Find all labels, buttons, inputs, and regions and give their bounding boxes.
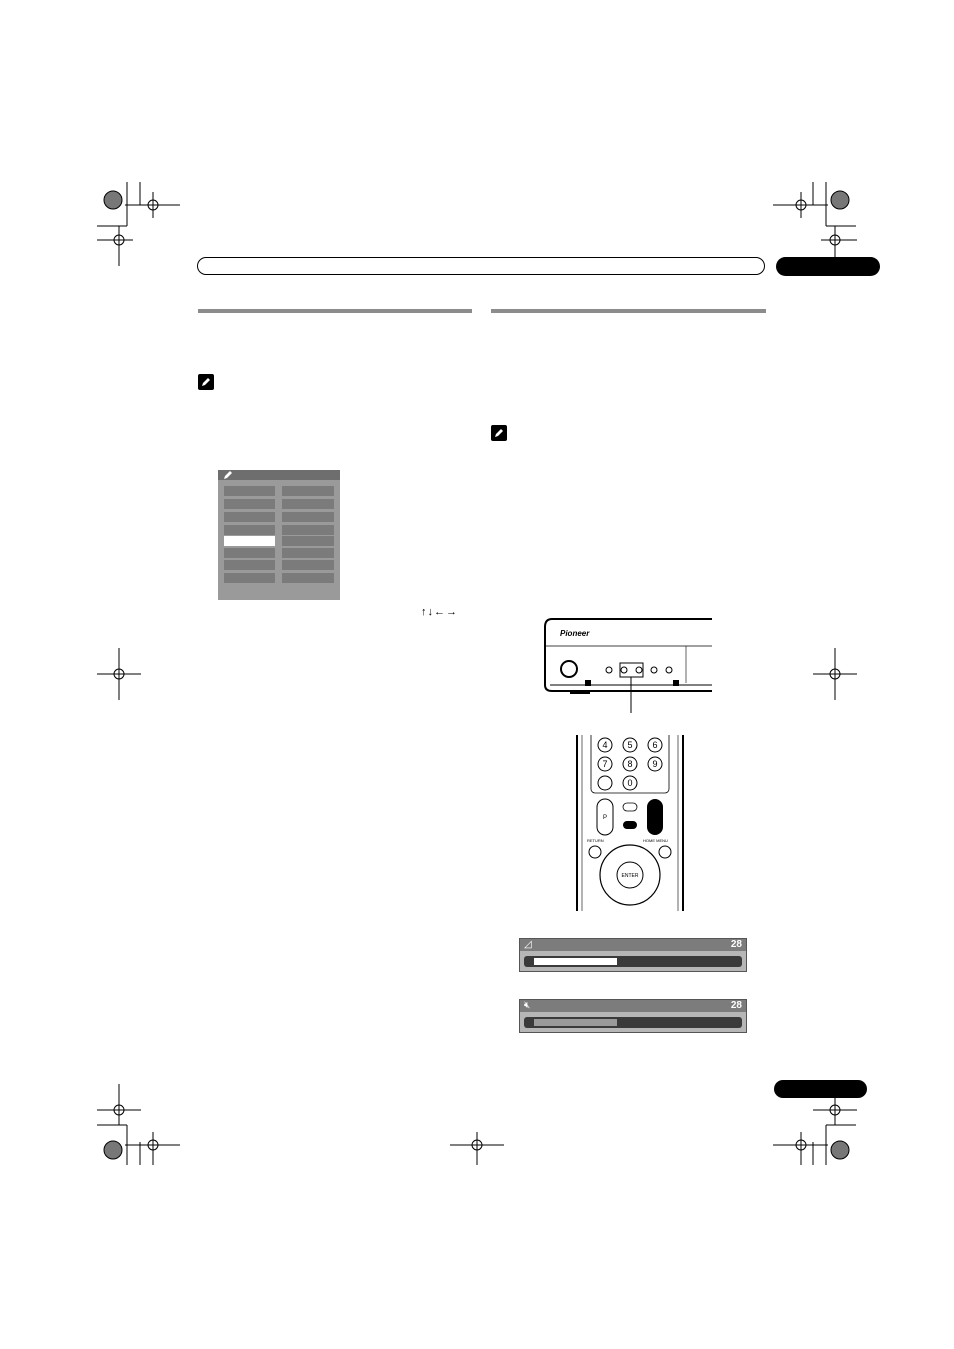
menu-item-left[interactable] xyxy=(224,560,275,570)
menu-item-left[interactable] xyxy=(224,499,275,509)
on-screen-menu xyxy=(218,470,340,600)
home-menu-label: HOME MENU xyxy=(643,838,668,843)
menu-item-right[interactable] xyxy=(282,486,334,496)
mute-icon: 🔇︎ xyxy=(524,1000,531,1011)
menu-item-right[interactable] xyxy=(282,573,334,583)
pencil-icon xyxy=(222,470,234,480)
navigation-arrows: ↑↓←→ xyxy=(421,606,458,618)
menu-header xyxy=(218,470,340,480)
note-icon xyxy=(198,374,214,390)
remote-key-0: 0 xyxy=(627,778,633,788)
menu-item-right[interactable] xyxy=(282,560,334,570)
mute-track xyxy=(524,1017,742,1028)
enter-label: ENTER xyxy=(621,873,639,879)
section-rule-right xyxy=(491,309,766,313)
menu-item-right[interactable] xyxy=(282,536,334,546)
return-label: RETURN xyxy=(587,838,604,843)
volume-level xyxy=(534,958,617,965)
volume-value: 28 xyxy=(730,939,742,950)
menu-item-left[interactable] xyxy=(224,525,275,535)
menu-item-left[interactable] xyxy=(224,486,275,496)
page-number-tab xyxy=(774,1080,867,1098)
menu-item-right[interactable] xyxy=(282,548,334,558)
mute-osd xyxy=(519,999,747,1033)
menu-item-right[interactable] xyxy=(282,499,334,509)
menu-item-right[interactable] xyxy=(282,512,334,522)
section-rule-left xyxy=(198,309,472,313)
remote-key-6: 6 xyxy=(652,740,658,750)
channel-label: P xyxy=(602,815,608,821)
remote-key-8: 8 xyxy=(627,759,633,769)
volume-osd-header xyxy=(520,939,746,951)
mute-osd-header xyxy=(520,1000,746,1012)
header-bar xyxy=(197,257,765,275)
brand-logo: Pioneer xyxy=(560,629,590,638)
chapter-tab xyxy=(776,257,880,276)
menu-item-left[interactable] xyxy=(224,512,275,522)
menu-item-left[interactable] xyxy=(224,573,275,583)
remote-key-7: 7 xyxy=(602,759,608,769)
remote-control xyxy=(575,735,687,911)
remote-key-9: 9 xyxy=(652,759,658,769)
volume-icon: ◿ xyxy=(524,939,532,950)
note-icon xyxy=(491,425,507,441)
mute-value: 28 xyxy=(730,1000,742,1011)
menu-item-left[interactable] xyxy=(224,536,275,546)
menu-item-left[interactable] xyxy=(224,548,275,558)
remote-key-5: 5 xyxy=(627,740,633,750)
receiver-front-panel xyxy=(540,615,715,715)
volume-osd xyxy=(519,938,747,972)
remote-key-4: 4 xyxy=(602,740,608,750)
mute-level xyxy=(534,1019,617,1026)
menu-item-right[interactable] xyxy=(282,525,334,535)
volume-track xyxy=(524,956,742,967)
